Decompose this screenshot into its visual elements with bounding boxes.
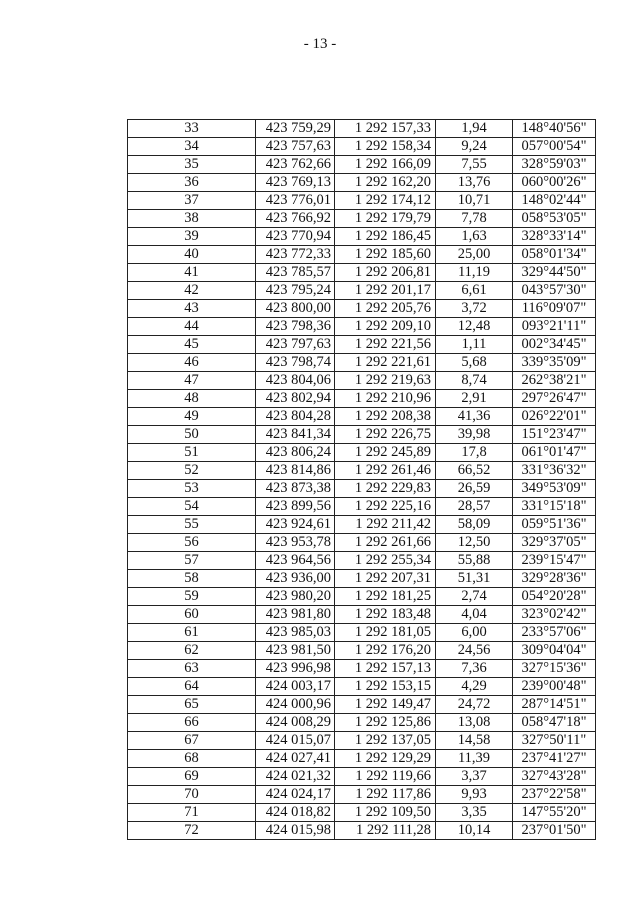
point-number-cell: 55 bbox=[128, 516, 256, 534]
point-number-cell: 47 bbox=[128, 372, 256, 390]
table-row bbox=[128, 714, 596, 732]
y-coordinate-cell: 1 292 255,34 bbox=[335, 552, 436, 570]
direction-angle-cell: 331°36'32" bbox=[513, 462, 596, 480]
point-number-cell: 36 bbox=[128, 174, 256, 192]
x-coordinate-cell: 423 924,61 bbox=[256, 516, 335, 534]
y-coordinate-cell: 1 292 129,29 bbox=[335, 750, 436, 768]
length-cell: 7,55 bbox=[436, 156, 513, 174]
y-coordinate-cell: 1 292 209,10 bbox=[335, 318, 436, 336]
page-number: - 13 - bbox=[303, 36, 337, 52]
x-coordinate-cell: 424 018,82 bbox=[256, 804, 335, 822]
table-row bbox=[128, 732, 596, 750]
direction-angle-cell: 239°00'48" bbox=[513, 678, 596, 696]
length-cell: 24,72 bbox=[436, 696, 513, 714]
direction-angle-cell: 237°22'58" bbox=[513, 786, 596, 804]
x-coordinate-cell: 423 800,00 bbox=[256, 300, 335, 318]
x-coordinate-cell: 423 804,06 bbox=[256, 372, 335, 390]
direction-angle-cell: 287°14'51" bbox=[513, 696, 596, 714]
x-coordinate-cell: 423 776,01 bbox=[256, 192, 335, 210]
point-number-cell: 49 bbox=[128, 408, 256, 426]
table-row bbox=[128, 804, 596, 822]
point-number-cell: 70 bbox=[128, 786, 256, 804]
direction-angle-cell: 060°00'26" bbox=[513, 174, 596, 192]
length-cell: 3,35 bbox=[436, 804, 513, 822]
x-coordinate-cell: 424 015,98 bbox=[256, 822, 335, 840]
point-number-cell: 68 bbox=[128, 750, 256, 768]
length-cell: 10,71 bbox=[436, 192, 513, 210]
point-number-cell: 52 bbox=[128, 462, 256, 480]
direction-angle-cell: 331°15'18" bbox=[513, 498, 596, 516]
length-cell: 1,11 bbox=[436, 336, 513, 354]
table-row bbox=[128, 264, 596, 282]
length-cell: 7,78 bbox=[436, 210, 513, 228]
table-row bbox=[128, 606, 596, 624]
y-coordinate-cell: 1 292 221,56 bbox=[335, 336, 436, 354]
table-row bbox=[128, 138, 596, 156]
point-number-cell: 60 bbox=[128, 606, 256, 624]
point-number-cell: 67 bbox=[128, 732, 256, 750]
table-row bbox=[128, 570, 596, 588]
direction-angle-cell: 323°02'42" bbox=[513, 606, 596, 624]
length-cell: 11,19 bbox=[436, 264, 513, 282]
direction-angle-cell: 309°04'04" bbox=[513, 642, 596, 660]
direction-angle-cell: 058°53'05" bbox=[513, 210, 596, 228]
table-row bbox=[128, 786, 596, 804]
table-row bbox=[128, 678, 596, 696]
length-cell: 51,31 bbox=[436, 570, 513, 588]
y-coordinate-cell: 1 292 166,09 bbox=[335, 156, 436, 174]
table-row bbox=[128, 588, 596, 606]
point-number-cell: 34 bbox=[128, 138, 256, 156]
table-row bbox=[128, 444, 596, 462]
y-coordinate-cell: 1 292 176,20 bbox=[335, 642, 436, 660]
table-row bbox=[128, 768, 596, 786]
table-row bbox=[128, 696, 596, 714]
y-coordinate-cell: 1 292 245,89 bbox=[335, 444, 436, 462]
y-coordinate-cell: 1 292 201,17 bbox=[335, 282, 436, 300]
length-cell: 7,36 bbox=[436, 660, 513, 678]
point-number-cell: 58 bbox=[128, 570, 256, 588]
direction-angle-cell: 026°22'01" bbox=[513, 408, 596, 426]
direction-angle-cell: 061°01'47" bbox=[513, 444, 596, 462]
coordinates-table-body bbox=[128, 120, 596, 840]
length-cell: 5,68 bbox=[436, 354, 513, 372]
point-number-cell: 45 bbox=[128, 336, 256, 354]
length-cell: 10,14 bbox=[436, 822, 513, 840]
x-coordinate-cell: 423 785,57 bbox=[256, 264, 335, 282]
table-row bbox=[128, 498, 596, 516]
x-coordinate-cell: 424 000,96 bbox=[256, 696, 335, 714]
y-coordinate-cell: 1 292 157,13 bbox=[335, 660, 436, 678]
point-number-cell: 62 bbox=[128, 642, 256, 660]
point-number-cell: 44 bbox=[128, 318, 256, 336]
length-cell: 6,00 bbox=[436, 624, 513, 642]
length-cell: 26,59 bbox=[436, 480, 513, 498]
table-row bbox=[128, 246, 596, 264]
length-cell: 66,52 bbox=[436, 462, 513, 480]
table-row bbox=[128, 642, 596, 660]
direction-angle-cell: 327°50'11" bbox=[513, 732, 596, 750]
y-coordinate-cell: 1 292 205,76 bbox=[335, 300, 436, 318]
x-coordinate-cell: 423 770,94 bbox=[256, 228, 335, 246]
x-coordinate-cell: 423 806,24 bbox=[256, 444, 335, 462]
direction-angle-cell: 233°57'06" bbox=[513, 624, 596, 642]
x-coordinate-cell: 423 762,66 bbox=[256, 156, 335, 174]
x-coordinate-cell: 423 981,80 bbox=[256, 606, 335, 624]
table-row bbox=[128, 210, 596, 228]
y-coordinate-cell: 1 292 162,20 bbox=[335, 174, 436, 192]
x-coordinate-cell: 423 797,63 bbox=[256, 336, 335, 354]
table-row bbox=[128, 282, 596, 300]
y-coordinate-cell: 1 292 261,66 bbox=[335, 534, 436, 552]
y-coordinate-cell: 1 292 179,79 bbox=[335, 210, 436, 228]
point-number-cell: 57 bbox=[128, 552, 256, 570]
length-cell: 8,74 bbox=[436, 372, 513, 390]
table-row bbox=[128, 624, 596, 642]
direction-angle-cell: 147°55'20" bbox=[513, 804, 596, 822]
point-number-cell: 46 bbox=[128, 354, 256, 372]
x-coordinate-cell: 423 841,34 bbox=[256, 426, 335, 444]
direction-angle-cell: 327°15'36" bbox=[513, 660, 596, 678]
y-coordinate-cell: 1 292 186,45 bbox=[335, 228, 436, 246]
length-cell: 13,76 bbox=[436, 174, 513, 192]
direction-angle-cell: 148°02'44" bbox=[513, 192, 596, 210]
table-row bbox=[128, 174, 596, 192]
length-cell: 12,50 bbox=[436, 534, 513, 552]
length-cell: 3,37 bbox=[436, 768, 513, 786]
direction-angle-cell: 297°26'47" bbox=[513, 390, 596, 408]
point-number-cell: 41 bbox=[128, 264, 256, 282]
direction-angle-cell: 151°23'47" bbox=[513, 426, 596, 444]
length-cell: 55,88 bbox=[436, 552, 513, 570]
x-coordinate-cell: 423 814,86 bbox=[256, 462, 335, 480]
x-coordinate-cell: 424 008,29 bbox=[256, 714, 335, 732]
direction-angle-cell: 239°15'47" bbox=[513, 552, 596, 570]
y-coordinate-cell: 1 292 207,31 bbox=[335, 570, 436, 588]
direction-angle-cell: 148°40'56" bbox=[513, 120, 596, 138]
x-coordinate-cell: 423 772,33 bbox=[256, 246, 335, 264]
point-number-cell: 40 bbox=[128, 246, 256, 264]
point-number-cell: 48 bbox=[128, 390, 256, 408]
length-cell: 2,74 bbox=[436, 588, 513, 606]
length-cell: 28,57 bbox=[436, 498, 513, 516]
point-number-cell: 64 bbox=[128, 678, 256, 696]
table-row bbox=[128, 534, 596, 552]
direction-angle-cell: 059°51'36" bbox=[513, 516, 596, 534]
x-coordinate-cell: 423 936,00 bbox=[256, 570, 335, 588]
table-row bbox=[128, 390, 596, 408]
x-coordinate-cell: 424 027,41 bbox=[256, 750, 335, 768]
direction-angle-cell: 328°59'03" bbox=[513, 156, 596, 174]
direction-angle-cell: 093°21'11" bbox=[513, 318, 596, 336]
point-number-cell: 63 bbox=[128, 660, 256, 678]
y-coordinate-cell: 1 292 117,86 bbox=[335, 786, 436, 804]
x-coordinate-cell: 423 981,50 bbox=[256, 642, 335, 660]
direction-angle-cell: 329°28'36" bbox=[513, 570, 596, 588]
point-number-cell: 43 bbox=[128, 300, 256, 318]
direction-angle-cell: 058°01'34" bbox=[513, 246, 596, 264]
length-cell: 6,61 bbox=[436, 282, 513, 300]
direction-angle-cell: 237°41'27" bbox=[513, 750, 596, 768]
point-number-cell: 37 bbox=[128, 192, 256, 210]
y-coordinate-cell: 1 292 225,16 bbox=[335, 498, 436, 516]
y-coordinate-cell: 1 292 183,48 bbox=[335, 606, 436, 624]
x-coordinate-cell: 424 015,07 bbox=[256, 732, 335, 750]
x-coordinate-cell: 423 985,03 bbox=[256, 624, 335, 642]
table-row bbox=[128, 408, 596, 426]
direction-angle-cell: 327°43'28" bbox=[513, 768, 596, 786]
table-row bbox=[128, 660, 596, 678]
y-coordinate-cell: 1 292 229,83 bbox=[335, 480, 436, 498]
x-coordinate-cell: 423 899,56 bbox=[256, 498, 335, 516]
length-cell: 9,93 bbox=[436, 786, 513, 804]
length-cell: 24,56 bbox=[436, 642, 513, 660]
length-cell: 1,63 bbox=[436, 228, 513, 246]
y-coordinate-cell: 1 292 153,15 bbox=[335, 678, 436, 696]
point-number-cell: 53 bbox=[128, 480, 256, 498]
x-coordinate-cell: 424 024,17 bbox=[256, 786, 335, 804]
length-cell: 25,00 bbox=[436, 246, 513, 264]
point-number-cell: 39 bbox=[128, 228, 256, 246]
table-row bbox=[128, 750, 596, 768]
y-coordinate-cell: 1 292 149,47 bbox=[335, 696, 436, 714]
point-number-cell: 33 bbox=[128, 120, 256, 138]
x-coordinate-cell: 423 757,63 bbox=[256, 138, 335, 156]
table-row bbox=[128, 156, 596, 174]
y-coordinate-cell: 1 292 226,75 bbox=[335, 426, 436, 444]
length-cell: 2,91 bbox=[436, 390, 513, 408]
y-coordinate-cell: 1 292 208,38 bbox=[335, 408, 436, 426]
x-coordinate-cell: 423 964,56 bbox=[256, 552, 335, 570]
y-coordinate-cell: 1 292 185,60 bbox=[335, 246, 436, 264]
x-coordinate-cell: 424 021,32 bbox=[256, 768, 335, 786]
y-coordinate-cell: 1 292 137,05 bbox=[335, 732, 436, 750]
y-coordinate-cell: 1 292 174,12 bbox=[335, 192, 436, 210]
length-cell: 3,72 bbox=[436, 300, 513, 318]
x-coordinate-cell: 423 795,24 bbox=[256, 282, 335, 300]
x-coordinate-cell: 423 769,13 bbox=[256, 174, 335, 192]
length-cell: 11,39 bbox=[436, 750, 513, 768]
table-row bbox=[128, 426, 596, 444]
table-row bbox=[128, 192, 596, 210]
y-coordinate-cell: 1 292 211,42 bbox=[335, 516, 436, 534]
direction-angle-cell: 349°53'09" bbox=[513, 480, 596, 498]
y-coordinate-cell: 1 292 125,86 bbox=[335, 714, 436, 732]
length-cell: 39,98 bbox=[436, 426, 513, 444]
x-coordinate-cell: 424 003,17 bbox=[256, 678, 335, 696]
table-row bbox=[128, 354, 596, 372]
y-coordinate-cell: 1 292 206,81 bbox=[335, 264, 436, 282]
table-row bbox=[128, 336, 596, 354]
length-cell: 14,58 bbox=[436, 732, 513, 750]
x-coordinate-cell: 423 759,29 bbox=[256, 120, 335, 138]
point-number-cell: 72 bbox=[128, 822, 256, 840]
direction-angle-cell: 262°38'21" bbox=[513, 372, 596, 390]
length-cell: 4,29 bbox=[436, 678, 513, 696]
x-coordinate-cell: 423 996,98 bbox=[256, 660, 335, 678]
table-row bbox=[128, 318, 596, 336]
point-number-cell: 35 bbox=[128, 156, 256, 174]
length-cell: 9,24 bbox=[436, 138, 513, 156]
length-cell: 4,04 bbox=[436, 606, 513, 624]
direction-angle-cell: 002°34'45" bbox=[513, 336, 596, 354]
direction-angle-cell: 328°33'14" bbox=[513, 228, 596, 246]
y-coordinate-cell: 1 292 119,66 bbox=[335, 768, 436, 786]
length-cell: 17,8 bbox=[436, 444, 513, 462]
point-number-cell: 50 bbox=[128, 426, 256, 444]
point-number-cell: 69 bbox=[128, 768, 256, 786]
x-coordinate-cell: 423 798,36 bbox=[256, 318, 335, 336]
y-coordinate-cell: 1 292 261,46 bbox=[335, 462, 436, 480]
direction-angle-cell: 237°01'50" bbox=[513, 822, 596, 840]
y-coordinate-cell: 1 292 158,34 bbox=[335, 138, 436, 156]
direction-angle-cell: 329°44'50" bbox=[513, 264, 596, 282]
point-number-cell: 54 bbox=[128, 498, 256, 516]
direction-angle-cell: 339°35'09" bbox=[513, 354, 596, 372]
point-number-cell: 65 bbox=[128, 696, 256, 714]
direction-angle-cell: 057°00'54" bbox=[513, 138, 596, 156]
y-coordinate-cell: 1 292 111,28 bbox=[335, 822, 436, 840]
x-coordinate-cell: 423 804,28 bbox=[256, 408, 335, 426]
direction-angle-cell: 054°20'28" bbox=[513, 588, 596, 606]
table-row bbox=[128, 822, 596, 840]
direction-angle-cell: 116°09'07" bbox=[513, 300, 596, 318]
x-coordinate-cell: 423 802,94 bbox=[256, 390, 335, 408]
direction-angle-cell: 329°37'05" bbox=[513, 534, 596, 552]
table-row bbox=[128, 228, 596, 246]
direction-angle-cell: 043°57'30" bbox=[513, 282, 596, 300]
table-row bbox=[128, 120, 596, 138]
point-number-cell: 42 bbox=[128, 282, 256, 300]
length-cell: 41,36 bbox=[436, 408, 513, 426]
length-cell: 12,48 bbox=[436, 318, 513, 336]
point-number-cell: 38 bbox=[128, 210, 256, 228]
x-coordinate-cell: 423 798,74 bbox=[256, 354, 335, 372]
table-row bbox=[128, 300, 596, 318]
length-cell: 58,09 bbox=[436, 516, 513, 534]
point-number-cell: 59 bbox=[128, 588, 256, 606]
coordinates-table bbox=[127, 119, 596, 840]
table-row bbox=[128, 552, 596, 570]
table-row bbox=[128, 462, 596, 480]
y-coordinate-cell: 1 292 181,05 bbox=[335, 624, 436, 642]
length-cell: 1,94 bbox=[436, 120, 513, 138]
table-row bbox=[128, 516, 596, 534]
point-number-cell: 61 bbox=[128, 624, 256, 642]
y-coordinate-cell: 1 292 181,25 bbox=[335, 588, 436, 606]
y-coordinate-cell: 1 292 221,61 bbox=[335, 354, 436, 372]
table-row bbox=[128, 372, 596, 390]
y-coordinate-cell: 1 292 109,50 bbox=[335, 804, 436, 822]
point-number-cell: 71 bbox=[128, 804, 256, 822]
length-cell: 13,08 bbox=[436, 714, 513, 732]
x-coordinate-cell: 423 873,38 bbox=[256, 480, 335, 498]
x-coordinate-cell: 423 980,20 bbox=[256, 588, 335, 606]
y-coordinate-cell: 1 292 210,96 bbox=[335, 390, 436, 408]
y-coordinate-cell: 1 292 157,33 bbox=[335, 120, 436, 138]
table-row bbox=[128, 480, 596, 498]
y-coordinate-cell: 1 292 219,63 bbox=[335, 372, 436, 390]
direction-angle-cell: 058°47'18" bbox=[513, 714, 596, 732]
point-number-cell: 66 bbox=[128, 714, 256, 732]
point-number-cell: 51 bbox=[128, 444, 256, 462]
x-coordinate-cell: 423 766,92 bbox=[256, 210, 335, 228]
x-coordinate-cell: 423 953,78 bbox=[256, 534, 335, 552]
point-number-cell: 56 bbox=[128, 534, 256, 552]
